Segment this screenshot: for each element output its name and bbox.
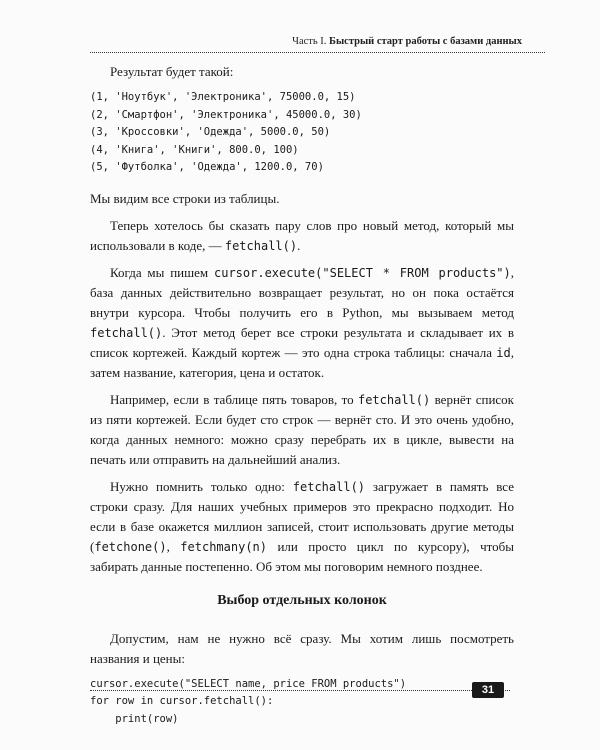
paragraph-example xyxy=(90,390,514,470)
page-number: 31 xyxy=(472,682,504,698)
paragraph-memory-warning xyxy=(90,477,514,577)
code-line: cursor.execute("SELECT name, price FROM products") xyxy=(90,677,407,690)
paragraph-execute xyxy=(90,263,514,383)
p3-code-2: fetchall() xyxy=(90,325,163,340)
result-row: (1, 'Ноутбук', 'Электроника', 75000.0, 15) xyxy=(90,91,356,103)
p5-code-3: fetchmany(n) xyxy=(180,539,267,554)
p5-code-2: fetchone() xyxy=(94,539,167,554)
result-row: (4, 'Книга', 'Книги', 800.0, 100) xyxy=(90,143,299,156)
p2-text: Теперь хотелось бы сказать пару слов про новый метод, который мы использовали в коде, — xyxy=(90,217,514,253)
top-dotted-rule xyxy=(90,52,545,53)
select-code-block xyxy=(90,676,514,729)
paragraph-fetchall-intro xyxy=(90,216,514,256)
p4-text-2: вернёт список из пяти кортежей. Если будет сто строк — вернёт сто. И это очень удобно, когда данных немного: можно сразу перебрать их в цикле, вывести на печать или отправить на дальнейший анализ. xyxy=(90,391,514,467)
p3-text-2: , база данных действительно возвращает результат, но он пока остаётся внутри курсора. Чтобы получить его в Python, мы вызываем метод xyxy=(90,264,515,320)
paragraph-select-columns: Допустим, нам не нужно всё сразу. Мы хотим лишь посмотреть названия и цены: xyxy=(90,630,514,666)
p5-code-1: fetchall() xyxy=(292,479,366,494)
p5-text-4: или просто цикл по курсору), чтобы забирать данные постепенно. Об этом мы поговорим немного позднее. xyxy=(90,538,515,574)
result-row: (3, 'Кроссовки', 'Одежда', 5000.0, 50) xyxy=(90,126,331,138)
p3-text-3: . Этот метод берет все строки результата и складывает их в список кортежей. Каждый кортеж — это одна строка таблицы: сначала xyxy=(90,324,514,360)
running-head-part: Часть I. xyxy=(292,36,327,47)
p5-text-2: загружает в память все строки сразу. Для наших учебных примеров это прекрасно подходит. Но если в базе окажется миллион записей, стоит использовать другие методы ( xyxy=(90,478,514,554)
section-heading: Выбор отдельных колонок xyxy=(217,592,387,608)
result-code-block xyxy=(90,89,514,177)
running-head xyxy=(90,36,522,47)
result-intro: Результат будет такой: xyxy=(110,64,234,79)
paragraph-rows-seen: Мы видим все строки из таблицы. xyxy=(90,190,280,206)
p3-text-4: , затем название, категория, цена и остаток. xyxy=(90,344,514,380)
p4-code-1: fetchall() xyxy=(357,392,431,407)
code-line: for row in cursor.fetchall(): xyxy=(90,695,274,707)
page-body xyxy=(90,62,514,728)
p5-text-1: Нужно помнить только одно: xyxy=(110,478,293,494)
p3-text-1: Когда мы пишем xyxy=(110,264,214,280)
code-line: print(row) xyxy=(90,712,179,725)
p2-code: fetchall() xyxy=(224,238,298,253)
p5-text-3: , xyxy=(166,538,181,554)
bottom-dotted-rule xyxy=(90,690,510,691)
result-row: (5, 'Футболка', 'Одежда', 1200.0, 70) xyxy=(90,161,324,173)
p3-code-1: cursor.execute("SELECT * FROM products") xyxy=(214,265,511,280)
p4-text-1: Например, если в таблице пять товаров, то xyxy=(110,391,358,407)
running-head-title: Быстрый старт работы с базами данных xyxy=(329,36,522,47)
p2-end: . xyxy=(297,237,301,253)
result-row: (2, 'Смартфон', 'Электроника', 45000.0, 30) xyxy=(90,108,362,121)
p3-code-3: id xyxy=(496,345,511,360)
